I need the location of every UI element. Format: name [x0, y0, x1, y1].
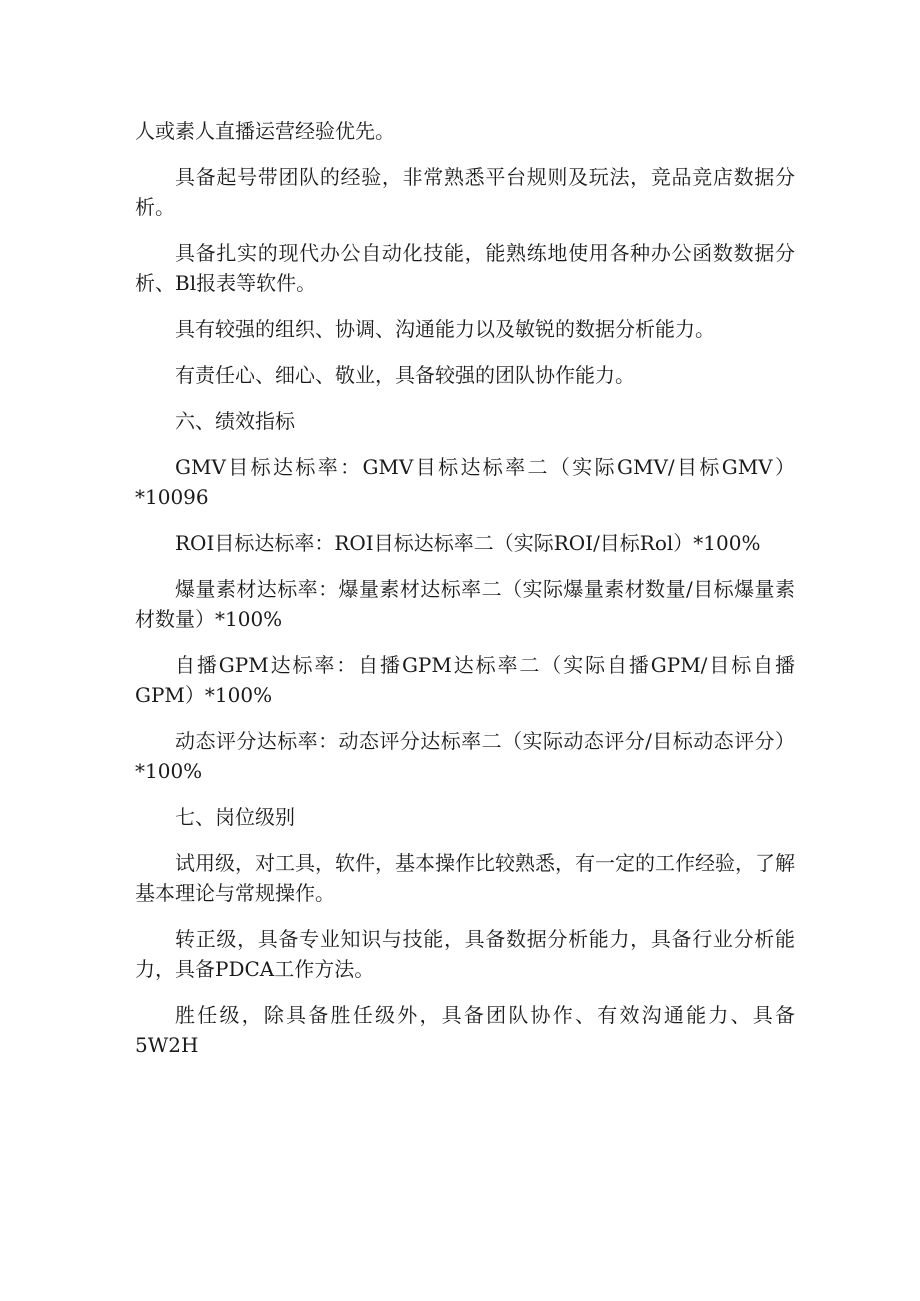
paragraph-competent-level: 胜任级，除具备胜任级外，具备团队协作、有效沟通能力、具备5W2H	[135, 1003, 795, 1057]
paragraph-account-team-experience: 具备起号带团队的经验，非常熟悉平台规则及玩法，竞品竞店数据分析。	[135, 165, 795, 219]
paragraph-communication-ability: 具有较强的组织、协调、沟通能力以及敏锐的数据分析能力。	[175, 317, 715, 341]
paragraph-probation-level: 试用级，对工具，软件，基本操作比较熟悉，有一定的工作经验，了解基本理论与常规操作。	[135, 851, 795, 905]
paragraph-gmv-rate: GMV目标达标率：GMV目标达标率二（实际GMV/目标GMV）*10096	[135, 455, 795, 509]
paragraph-material-rate: 爆量素材达标率：爆量素材达标率二（实际爆量素材数量/目标爆量素材数量）*100%	[135, 577, 795, 631]
paragraph-dynamic-score-rate: 动态评分达标率：动态评分达标率二（实际动态评分/目标动态评分）*100%	[135, 729, 795, 783]
paragraph-office-skills: 具备扎实的现代办公自动化技能，能熟练地使用各种办公函数数据分析、Bl报表等软件。	[135, 241, 795, 295]
paragraph-live-experience: 人或素人直播运营经验优先。	[135, 119, 395, 143]
paragraph-regular-level: 转正级，具备专业知识与技能，具备数据分析能力，具备行业分析能力，具备PDCA工作方法。	[135, 927, 795, 981]
paragraph-responsibility: 有责任心、细心、敬业，具备较强的团队协作能力。	[175, 363, 635, 387]
section-heading-performance: 六、绩效指标	[175, 409, 295, 433]
paragraph-gpm-rate: 自播GPM达标率：自播GPM达标率二（实际自播GPM/目标自播GPM）*100%	[135, 653, 795, 707]
document-body	[135, 116, 795, 1076]
paragraph-roi-rate: ROI目标达标率：ROI目标达标率二（实际ROI/目标Rol）*100%	[175, 531, 761, 555]
section-heading-job-level: 七、岗位级别	[175, 805, 295, 829]
